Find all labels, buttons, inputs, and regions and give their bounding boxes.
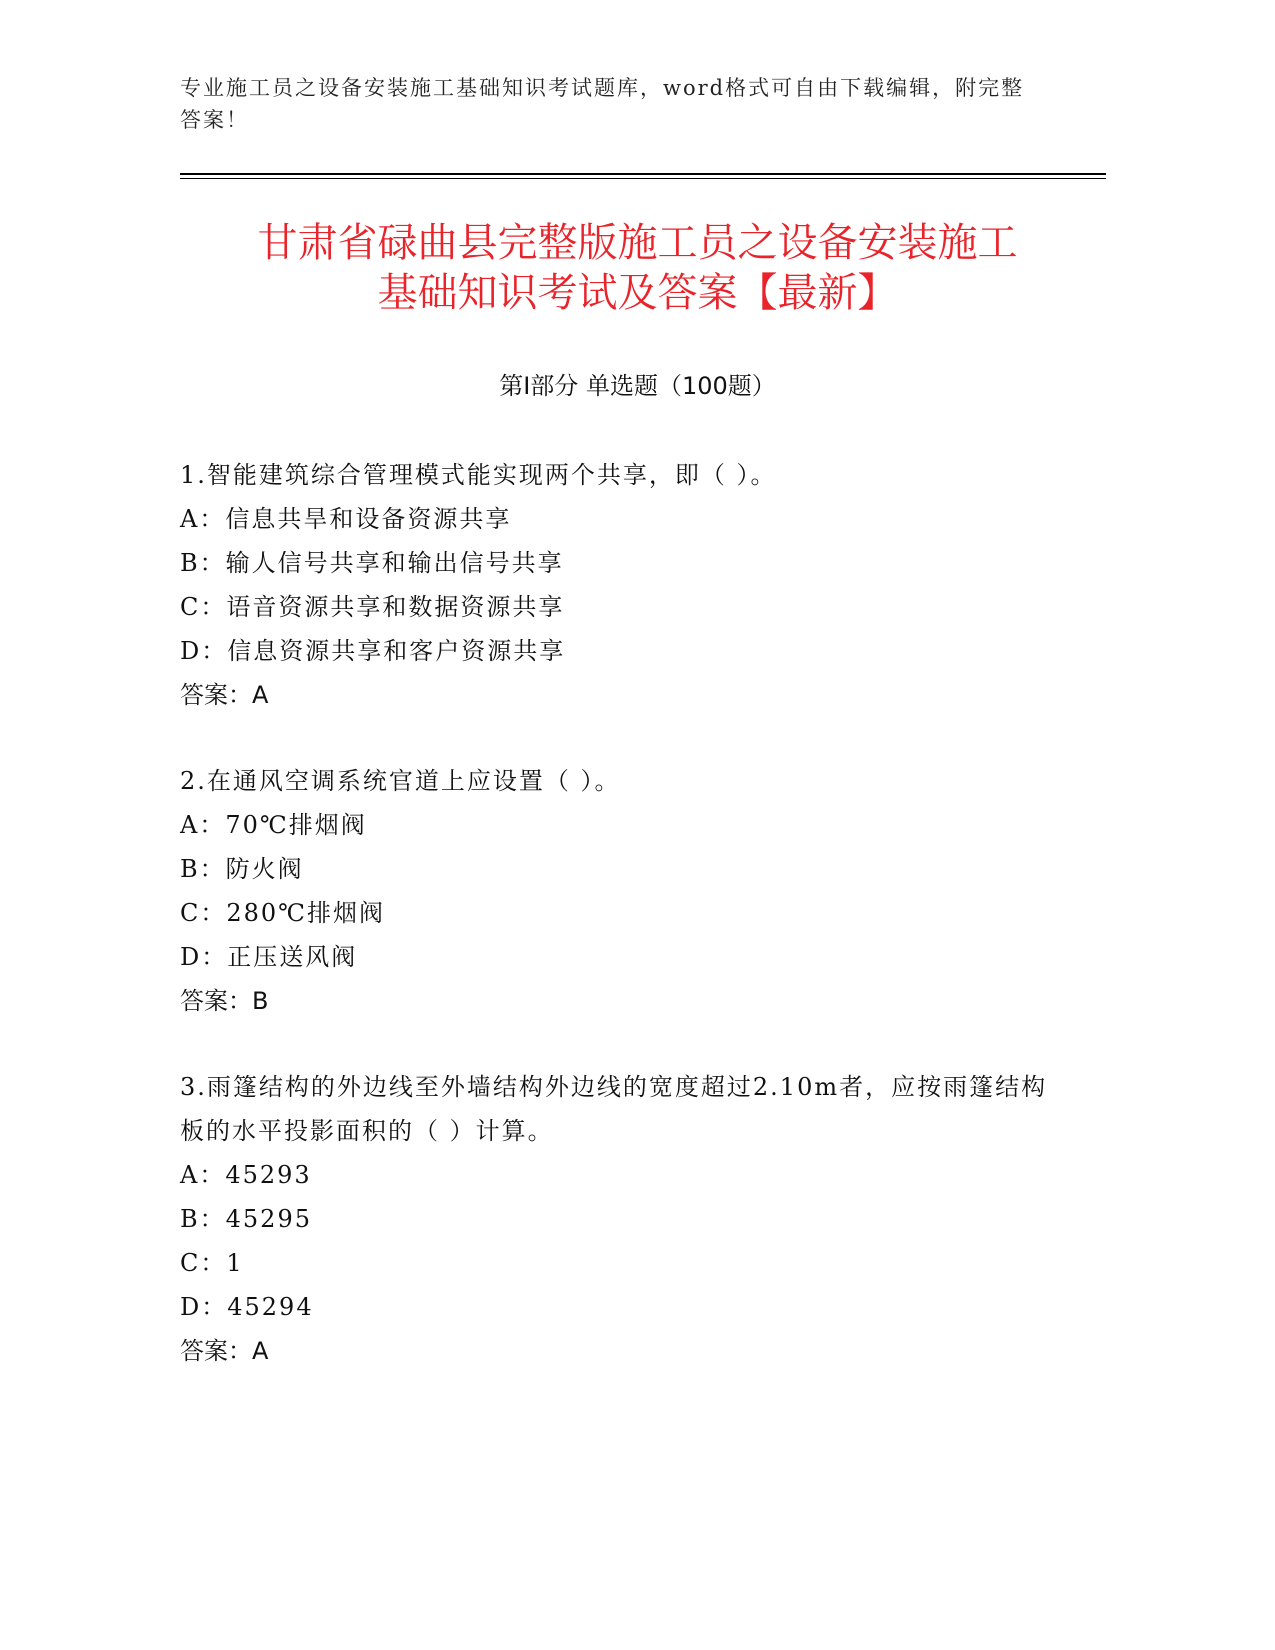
question-stem: 1.智能建筑综合管理模式能实现两个共享，即（ ）。 <box>180 461 777 489</box>
answer: 答案：A <box>180 681 269 709</box>
answer: 答案：A <box>180 1337 269 1365</box>
option-b: B：45295 <box>180 1205 312 1233</box>
option-a: A：45293 <box>180 1161 312 1189</box>
option-c: C：280℃排烟阀 <box>180 899 386 927</box>
option-b: B：防火阀 <box>180 855 304 883</box>
document-title-line-1: 甘肃省碌曲县完整版施工员之设备安装施工 <box>257 220 1018 266</box>
option-a: A：70℃排烟阀 <box>180 811 367 839</box>
option-c: C：1 <box>180 1249 244 1277</box>
option-b: B：输人信号共享和输出信号共享 <box>180 549 564 577</box>
section-title: 第Ⅰ部分 单选题（100题） <box>499 372 776 400</box>
option-d: D：45294 <box>180 1293 314 1321</box>
answer: 答案：B <box>180 987 269 1015</box>
header-rule-thick <box>180 173 1106 175</box>
header-rule-thin <box>180 178 1106 179</box>
question-1 <box>180 453 1060 717</box>
document-title-line-2: 基础知识考试及答案【最新】 <box>377 270 898 316</box>
option-d: D：信息资源共享和客户资源共享 <box>180 637 566 665</box>
question-2 <box>180 759 1060 1023</box>
question-stem: 3.雨篷结构的外边线至外墙结构外边线的宽度超过2.10m者，应按雨篷结构板的水平投影面积的（ ）计算。 <box>180 1073 1048 1145</box>
option-d: D：正压送风阀 <box>180 943 358 971</box>
document-title <box>150 218 1125 318</box>
question-list <box>180 453 1060 1415</box>
question-3 <box>180 1065 1060 1373</box>
question-stem: 2.在通风空调系统官道上应设置（ ）。 <box>180 767 621 795</box>
option-a: A：信息共旱和设备资源共享 <box>180 505 512 533</box>
option-c: C：语音资源共享和数据资源共享 <box>180 593 565 621</box>
header-note: 专业施工员之设备安装施工基础知识考试题库，word格式可自由下载编辑，附完整答案！ <box>180 76 1025 132</box>
